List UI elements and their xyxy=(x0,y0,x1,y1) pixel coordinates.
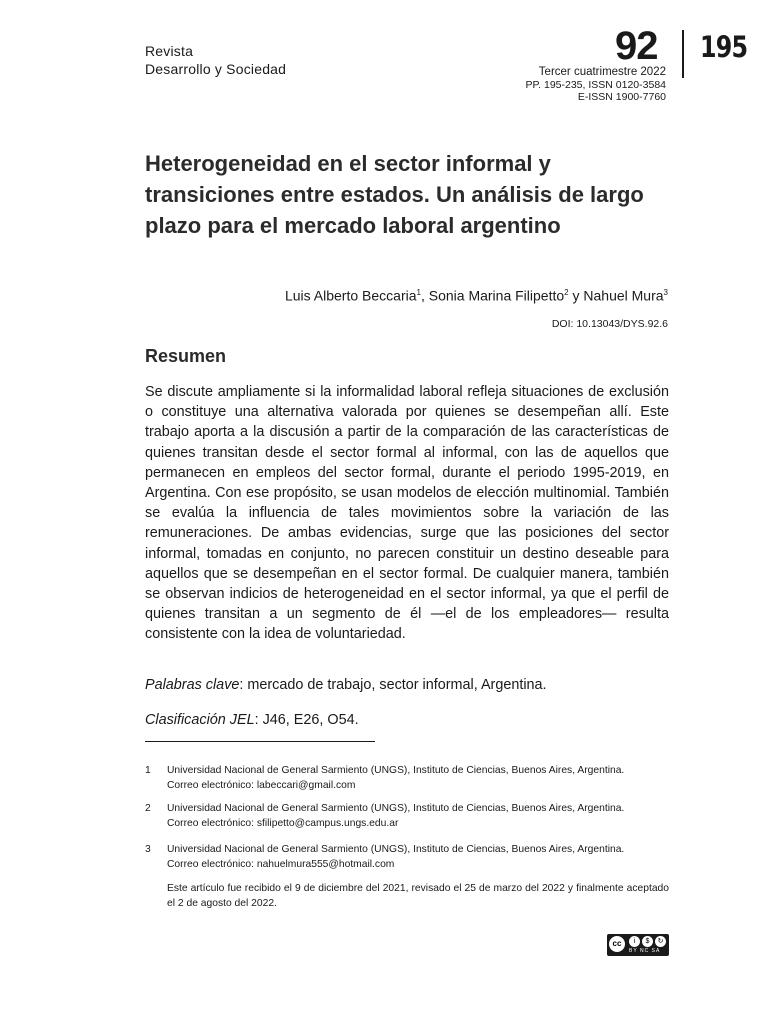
journal-name-line2: Desarrollo y Sociedad xyxy=(145,61,287,77)
abstract-text: Se discute ampliamente si la informalidad laboral refleja situaciones de exclusión o constituye una alternativa valorada por quienes se desempeñan allí. Este trabajo aporta a la discusión a partir de la comparación de las características de quienes transitan desde el sector formal al informal, con las de aquellos que permanecen en empleos del sector formal, durante el periodo 1995-2019, en Argentina. Con ese propósito, se usan modelos de elección multinomial. También se evalúa la influencia de tales movimientos sobre la variación de las remuneraciones. De ambas evidencias, surge que las posiciones del sector informal, tomadas en conjunto, no parecen constituir un destino deseable para aquellos que se desempeñan en el sector formal. De cualquier manera, también se observan indicios de heterogeneidad en el sector informal, ya que el perfil de quienes transitan a un segmento de él —el de los empleadores— resulta consistente con la idea de voluntariedad. xyxy=(145,384,669,643)
footnote-affiliation: Universidad Nacional de General Sarmiento (UNGS), Instituto de Ciencias, Buenos Aires, Argentina. xyxy=(167,803,625,814)
footnote-number: 1 xyxy=(145,765,151,776)
jel-value: : J46, E26, O54. xyxy=(254,712,359,728)
jel-classification xyxy=(145,710,359,730)
cc-logo-icon: cc xyxy=(609,936,625,952)
author-name: Sonia Marina Filipetto xyxy=(428,287,565,304)
received-note: Este artículo fue recibido el 9 de diciembre del 2021, revisado el 25 de marzo del 2022 y finalmente aceptado el 2 de agosto del 2022. xyxy=(167,883,669,909)
issue-number: 92 xyxy=(615,24,658,68)
issue-metadata xyxy=(526,66,667,103)
footnote-number: 2 xyxy=(145,803,151,814)
license-by: BY xyxy=(629,948,638,954)
abstract-heading: Resumen xyxy=(145,346,227,366)
header-divider xyxy=(682,30,684,78)
sharealike-icon: ↻ xyxy=(655,936,666,947)
footnote xyxy=(145,801,669,831)
footnote xyxy=(145,842,669,872)
keywords-value: : mercado de trabajo, sector informal, Argentina. xyxy=(239,677,547,693)
pages-issn: PP. 195-235, ISSN 0120-3584 xyxy=(525,79,666,91)
footnote-affiliation: Universidad Nacional de General Sarmiento (UNGS), Instituto de Ciencias, Buenos Aires, Argentina. xyxy=(167,844,625,855)
footnote-number: 3 xyxy=(145,844,151,855)
jel-label: Clasificación JEL xyxy=(145,712,255,728)
journal-name-line1: Revista xyxy=(145,43,194,59)
page-number: 195 xyxy=(700,30,748,64)
footnote-affiliation: Universidad Nacional de General Sarmiento (UNGS), Instituto de Ciencias, Buenos Aires, Argentina. xyxy=(167,765,625,776)
footnote xyxy=(145,763,669,793)
footnote-email[interactable]: Correo electrónico: labeccari@gmail.com xyxy=(167,780,356,791)
author-separator: , xyxy=(420,287,429,304)
license-nc: NC xyxy=(639,948,650,954)
author-list xyxy=(285,284,668,305)
keywords xyxy=(145,675,547,695)
author-name: Nahuel Mura xyxy=(583,287,664,304)
author-footnote-mark[interactable]: 3 xyxy=(663,288,668,297)
article-title: Heterogeneidad en el sector informal y transiciones entre estados. Un análisis de largo plazo para el mercado laboral argentino xyxy=(145,151,644,238)
creative-commons-by-nc-sa-icon[interactable] xyxy=(607,934,669,956)
author-conjunction: y xyxy=(568,287,584,304)
noncommercial-icon: $ xyxy=(642,936,653,947)
eissn: E-ISSN 1900-7760 xyxy=(577,91,666,103)
footnote-email[interactable]: Correo electrónico: sfilipetto@campus.ungs.edu.ar xyxy=(167,818,399,829)
footnote-divider xyxy=(145,741,375,742)
journal-name xyxy=(145,42,286,78)
license-terms xyxy=(629,948,667,954)
author-name: Luis Alberto Beccaria xyxy=(284,287,417,304)
attribution-icon: i xyxy=(629,936,640,947)
issue-period: Tercer cuatrimestre 2022 xyxy=(538,66,666,78)
footnote-email[interactable]: Correo electrónico: nahuelmura555@hotmail.com xyxy=(167,859,395,870)
keywords-label: Palabras clave xyxy=(145,677,240,693)
author-footnote-mark[interactable]: 1 xyxy=(416,288,421,297)
license-sa: SA xyxy=(651,948,661,954)
doi-link[interactable]: DOI: 10.13043/DYS.92.6 xyxy=(551,318,668,330)
author-footnote-mark[interactable]: 2 xyxy=(564,288,569,297)
